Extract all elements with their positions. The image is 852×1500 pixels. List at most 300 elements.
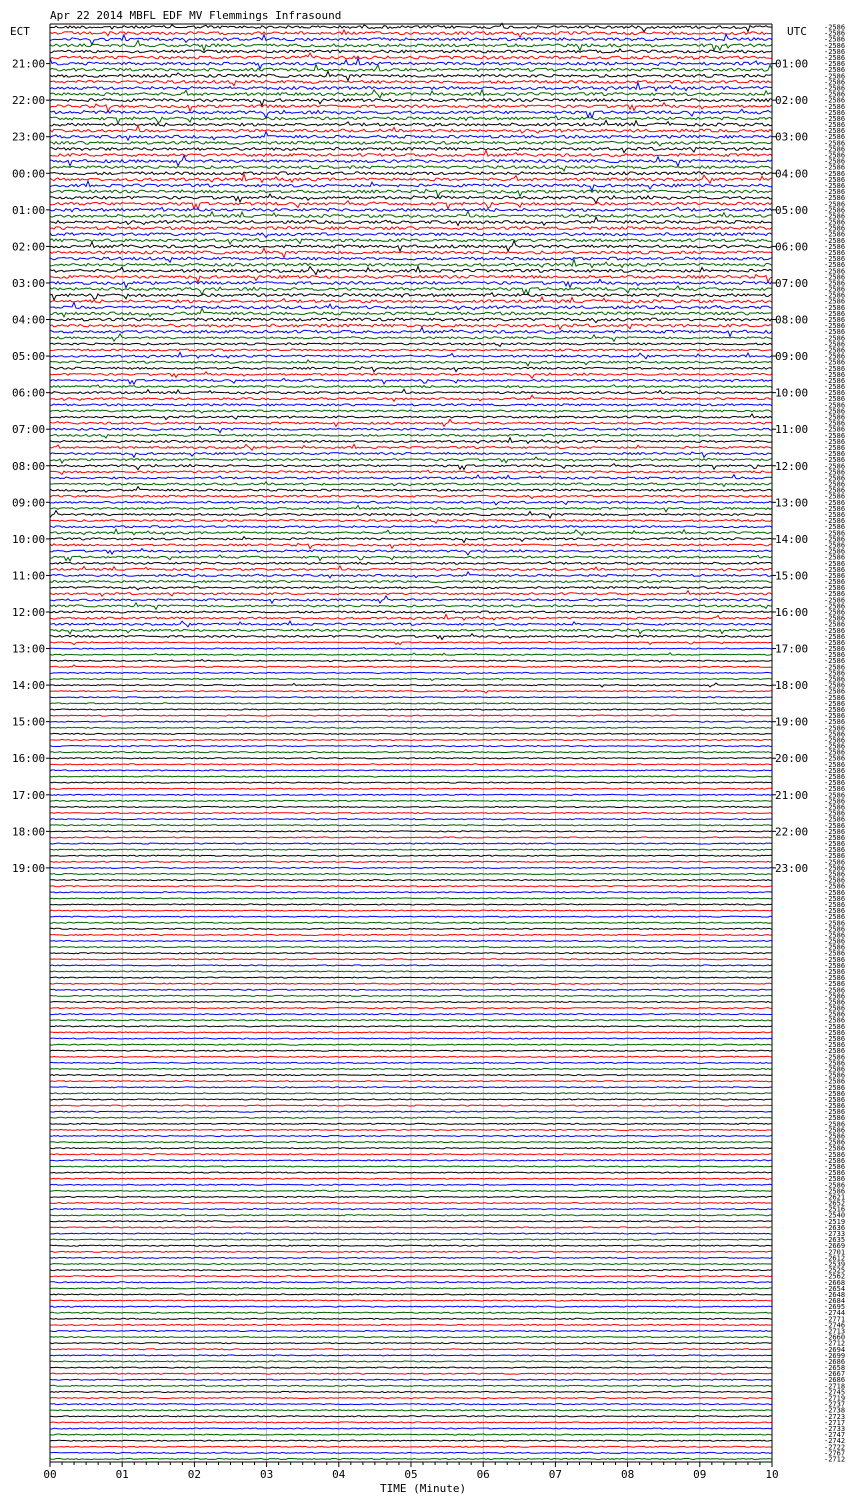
trace-value-label: -2742 xyxy=(824,1437,846,1446)
trace-value-label: -2586 xyxy=(824,748,846,757)
trace-value-label: -2586 xyxy=(824,364,846,373)
trace-line xyxy=(50,1160,772,1161)
trace-line xyxy=(50,1203,772,1204)
trace-line xyxy=(50,788,772,789)
chart-title: Apr 22 2014 MBFL EDF MV Flemmings Infrasound xyxy=(50,9,342,22)
trace-value-label: -2586 xyxy=(824,523,846,532)
trace-line xyxy=(50,837,772,838)
trace-value-label: -2586 xyxy=(824,236,846,245)
right-hour-label: 21:00 xyxy=(775,788,809,802)
trace-value-label: -2586 xyxy=(824,200,846,209)
trace-value-label: -2586 xyxy=(824,90,846,99)
right-hour-label: 19:00 xyxy=(775,715,809,729)
trace-value-label: -2586 xyxy=(824,127,846,136)
trace-line xyxy=(50,764,772,765)
trace-value-label: -2586 xyxy=(824,907,846,916)
right-hour-label: 13:00 xyxy=(775,496,809,510)
trace-value-label: -2586 xyxy=(824,492,846,501)
trace-value-label: -2586 xyxy=(824,1181,846,1190)
left-hour-label: 01:00 xyxy=(12,203,46,217)
left-hour-label: 10:00 xyxy=(12,532,46,546)
trace-line xyxy=(50,1263,772,1264)
left-hour-label: 15:00 xyxy=(12,715,46,729)
left-hour-label: 00:00 xyxy=(12,167,46,181)
trace-value-label: -2586 xyxy=(824,1059,846,1068)
trace-value-label: -2586 xyxy=(824,535,846,544)
left-hour-label: 23:00 xyxy=(12,130,46,144)
right-hour-label: 02:00 xyxy=(775,94,809,108)
trace-line xyxy=(50,849,772,850)
trace-value-label: -2586 xyxy=(824,638,846,647)
trace-value-label: -2586 xyxy=(824,846,846,855)
trace-value-label: -2586 xyxy=(824,584,846,593)
trace-line xyxy=(50,1367,772,1368)
trace-value-label: -2586 xyxy=(824,169,846,178)
trace-value-label: -2586 xyxy=(824,1035,846,1044)
trace-value-label: -2586 xyxy=(824,913,846,922)
trace-value-label: -2586 xyxy=(824,60,846,69)
trace-value-label: -2686 xyxy=(824,1357,846,1366)
trace-value-label: -2586 xyxy=(824,529,846,538)
trace-value-label: -2586 xyxy=(824,578,846,587)
trace-value-label: -2586 xyxy=(824,139,846,148)
trace-value-label: -2733 xyxy=(824,1230,846,1239)
trace-value-label: -2586 xyxy=(824,864,846,873)
trace-value-label: -2586 xyxy=(824,669,846,678)
trace-value-label: -2586 xyxy=(824,517,846,526)
trace-value-label: -2586 xyxy=(824,230,846,239)
trace-value-label: -2586 xyxy=(824,827,846,836)
trace-value-label: -2586 xyxy=(824,626,846,635)
trace-value-label: -2586 xyxy=(824,218,846,227)
trace-value-label: -2652 xyxy=(824,1199,846,1208)
trace-value-label: -2586 xyxy=(824,1138,846,1147)
trace-line xyxy=(50,806,772,807)
trace-value-label: -2586 xyxy=(824,632,846,641)
trace-value-label: -2586 xyxy=(824,1126,846,1135)
trace-line xyxy=(50,843,772,844)
left-hour-label: 08:00 xyxy=(12,459,46,473)
right-hour-label: 16:00 xyxy=(775,605,809,619)
trace-value-label: -2586 xyxy=(824,815,846,824)
trace-value-label: -2586 xyxy=(824,1053,846,1062)
trace-value-label: -2586 xyxy=(824,194,846,203)
trace-value-label: -2586 xyxy=(824,699,846,708)
trace-value-label: -2636 xyxy=(824,1223,846,1232)
trace-value-label: -2586 xyxy=(824,486,846,495)
trace-line xyxy=(50,983,772,984)
trace-value-label: -2586 xyxy=(824,681,846,690)
trace-value-label: -2586 xyxy=(824,1028,846,1037)
right-hour-label: 07:00 xyxy=(775,276,809,290)
trace-line xyxy=(50,1142,772,1143)
trace-value-label: -2586 xyxy=(824,248,846,257)
trace-value-label: -2586 xyxy=(824,66,846,75)
trace-value-label: -2586 xyxy=(824,760,846,769)
trace-value-label: -2586 xyxy=(824,114,846,123)
trace-line xyxy=(50,1032,772,1033)
trace-value-label: -2586 xyxy=(824,663,846,672)
trace-value-label: -2586 xyxy=(824,1095,846,1104)
trace-value-label: -2586 xyxy=(824,1010,846,1019)
trace-value-label: -2586 xyxy=(824,480,846,489)
trace-value-label: -2586 xyxy=(824,882,846,891)
trace-value-label: -2694 xyxy=(824,1345,846,1354)
trace-value-label: -2586 xyxy=(824,925,846,934)
trace-value-label: -2684 xyxy=(824,1297,846,1306)
right-hour-label: 10:00 xyxy=(775,386,809,400)
trace-value-label: -2586 xyxy=(824,553,846,562)
trace-value-label: -2586 xyxy=(824,705,846,714)
trace-value-label: -2586 xyxy=(824,303,846,312)
trace-value-label: -2669 xyxy=(824,1242,846,1251)
trace-line xyxy=(50,1068,772,1069)
trace-line xyxy=(50,1330,772,1331)
trace-value-label: -2744 xyxy=(824,1309,846,1318)
trace-value-label: -2733 xyxy=(824,1424,846,1433)
trace-value-label: -2586 xyxy=(824,352,846,361)
trace-value-label: -2586 xyxy=(824,145,846,154)
trace-value-label: -2586 xyxy=(824,1162,846,1171)
trace-line xyxy=(50,1056,772,1057)
trace-line xyxy=(50,1434,772,1435)
trace-line xyxy=(50,1148,772,1149)
left-hour-label: 19:00 xyxy=(12,861,46,875)
x-axis-ticks xyxy=(43,1462,778,1481)
trace-line xyxy=(50,1343,772,1344)
right-hour-label: 22:00 xyxy=(775,825,809,839)
trace-value-label: -2723 xyxy=(824,1412,846,1421)
trace-value-label: -2586 xyxy=(824,322,846,331)
trace-value-label: -2586 xyxy=(824,450,846,459)
trace-line xyxy=(50,971,772,972)
trace-value-label: -2586 xyxy=(824,992,846,1001)
trace-value-label: -2586 xyxy=(824,590,846,599)
trace-value-label: -2586 xyxy=(824,571,846,580)
left-hour-label: 11:00 xyxy=(12,569,46,583)
trace-value-label: -2586 xyxy=(824,1108,846,1117)
trace-value-label: -2586 xyxy=(824,937,846,946)
left-axis-label: ECT xyxy=(10,25,30,38)
trace-value-label: -2586 xyxy=(824,376,846,385)
x-tick-label: 01 xyxy=(115,1468,129,1481)
trace-line xyxy=(50,1001,772,1002)
trace-value-label: -2586 xyxy=(824,41,846,50)
trace-line xyxy=(50,800,772,801)
left-hour-label: 16:00 xyxy=(12,752,46,766)
trace-value-label: -2525 xyxy=(824,1266,846,1275)
trace-value-label: -2586 xyxy=(824,900,846,909)
trace-line xyxy=(50,910,772,911)
trace-value-label: -2586 xyxy=(824,852,846,861)
trace-value-label: -2586 xyxy=(824,785,846,794)
right-hour-label: 05:00 xyxy=(775,203,809,217)
trace-value-label: -2658 xyxy=(824,1364,846,1373)
right-hour-label: 06:00 xyxy=(775,240,809,254)
trace-value-label: -2586 xyxy=(824,267,846,276)
trace-value-label: -2586 xyxy=(824,72,846,81)
trace-line xyxy=(50,1062,772,1063)
x-tick-label: 02 xyxy=(187,1468,202,1481)
trace-value-label: -2746 xyxy=(824,1321,846,1330)
trace-value-label: -2586 xyxy=(824,967,846,976)
trace-value-label: -2586 xyxy=(824,261,846,270)
trace-value-label: -2767 xyxy=(824,1449,846,1458)
trace-value-label: -2586 xyxy=(824,596,846,605)
left-hour-label: 17:00 xyxy=(12,788,46,802)
trace-value-label: -2667 xyxy=(824,1370,846,1379)
right-hour-label: 15:00 xyxy=(775,569,809,583)
x-tick-label: 09 xyxy=(693,1468,707,1481)
x-tick-label: 05 xyxy=(404,1468,418,1481)
trace-value-label: -2586 xyxy=(824,346,846,355)
trace-value-labels xyxy=(824,24,845,1464)
right-hour-label: 08:00 xyxy=(775,313,809,327)
trace-value-label: -2713 xyxy=(824,1327,846,1336)
trace-value-label: -2586 xyxy=(824,541,846,550)
right-hour-label: 11:00 xyxy=(775,423,809,437)
trace-value-label: -2562 xyxy=(824,1272,846,1281)
trace-value-label: -2771 xyxy=(824,1315,846,1324)
trace-line xyxy=(50,709,772,710)
trace-value-label: -2586 xyxy=(824,803,846,812)
trace-value-label: -2586 xyxy=(824,858,846,867)
trace-line xyxy=(50,989,772,990)
trace-value-label: -2586 xyxy=(824,1114,846,1123)
trace-value-label: -2586 xyxy=(824,54,846,63)
trace-value-label: -2586 xyxy=(824,1156,846,1165)
right-hour-label: 03:00 xyxy=(775,130,809,144)
trace-line xyxy=(50,1209,772,1210)
trace-value-label: -2586 xyxy=(824,974,846,983)
x-tick-label: 06 xyxy=(476,1468,490,1481)
trace-value-label: -2586 xyxy=(824,35,846,44)
left-hour-label: 07:00 xyxy=(12,423,46,437)
trace-value-label: -2586 xyxy=(824,1004,846,1013)
trace-line xyxy=(50,1446,772,1447)
right-hour-label: 09:00 xyxy=(775,350,809,364)
trace-value-label: -2586 xyxy=(824,291,846,300)
x-tick-label: 00 xyxy=(43,1468,57,1481)
trace-line xyxy=(50,1129,772,1130)
trace-value-label: -2699 xyxy=(824,1351,846,1360)
trace-value-label: -2586 xyxy=(824,334,846,343)
trace-value-label: -2612 xyxy=(824,1254,846,1263)
trace-value-label: -2586 xyxy=(824,1041,846,1050)
trace-value-label: -2586 xyxy=(824,821,846,830)
trace-value-label: -2586 xyxy=(824,504,846,513)
trace-value-label: -2586 xyxy=(824,188,846,197)
trace-value-label: -2586 xyxy=(824,108,846,117)
trace-value-label: -2586 xyxy=(824,370,846,379)
trace-line xyxy=(50,1440,772,1441)
right-hour-label: 23:00 xyxy=(775,861,809,875)
left-hour-label: 09:00 xyxy=(12,496,46,510)
trace-value-label: -2586 xyxy=(824,870,846,879)
trace-value-label: -2586 xyxy=(824,809,846,818)
trace-value-label: -2586 xyxy=(824,565,846,574)
trace-value-label: -2668 xyxy=(824,1278,846,1287)
trace-value-label: -2516 xyxy=(824,1205,846,1214)
trace-value-label: -2586 xyxy=(824,273,846,282)
trace-value-label: -2586 xyxy=(824,608,846,617)
trace-value-label: -2586 xyxy=(824,163,846,172)
x-tick-label: 03 xyxy=(259,1468,274,1481)
trace-value-label: -2586 xyxy=(824,279,846,288)
trace-value-label: -2586 xyxy=(824,84,846,93)
trace-value-label: -2586 xyxy=(824,224,846,233)
left-hour-label: 14:00 xyxy=(12,679,46,693)
trace-value-label: -2648 xyxy=(824,1290,846,1299)
trace-value-label: -2586 xyxy=(824,1187,846,1196)
left-hour-label: 03:00 xyxy=(12,276,46,290)
x-tick-label: 10 xyxy=(765,1468,779,1481)
trace-value-label: -2586 xyxy=(824,78,846,87)
trace-value-label: -2586 xyxy=(824,919,846,928)
trace-value-label: -2586 xyxy=(824,462,846,471)
trace-value-label: -2586 xyxy=(824,389,846,398)
trace-value-label: -2586 xyxy=(824,29,846,38)
trace-value-label: -2586 xyxy=(824,1016,846,1025)
left-hour-label: 12:00 xyxy=(12,605,46,619)
trace-value-label: -2586 xyxy=(824,1120,846,1129)
x-tick-label: 07 xyxy=(548,1468,563,1481)
trace-line xyxy=(50,892,772,893)
trace-value-label: -2586 xyxy=(824,833,846,842)
trace-value-label: -2586 xyxy=(824,894,846,903)
trace-value-label: -2586 xyxy=(824,437,846,446)
trace-value-label: -2586 xyxy=(824,840,846,849)
trace-line xyxy=(50,1020,772,1021)
trace-value-label: -2586 xyxy=(824,133,846,142)
trace-line xyxy=(50,1410,772,1411)
trace-value-label: -2586 xyxy=(824,1150,846,1159)
trace-value-label: -2586 xyxy=(824,102,846,111)
trace-value-label: -2621 xyxy=(824,1193,846,1202)
trace-value-label: -2586 xyxy=(824,157,846,166)
trace-value-label: -2586 xyxy=(824,730,846,739)
right-hour-label: 14:00 xyxy=(775,532,809,546)
trace-value-label: -2586 xyxy=(824,511,846,520)
trace-value-label: -2586 xyxy=(824,559,846,568)
left-hour-label: 21:00 xyxy=(12,57,46,71)
trace-value-label: -2586 xyxy=(824,1102,846,1111)
trace-value-label: -2586 xyxy=(824,401,846,410)
trace-value-label: -2586 xyxy=(824,620,846,629)
trace-value-label: -2586 xyxy=(824,1077,846,1086)
trace-line xyxy=(50,880,772,881)
trace-value-label: -2660 xyxy=(824,1333,846,1342)
trace-value-label: -2586 xyxy=(824,949,846,958)
trace-value-label: -2586 xyxy=(824,998,846,1007)
trace-value-label: -2586 xyxy=(824,498,846,507)
x-axis-label: TIME (Minute) xyxy=(380,1482,467,1495)
trace-value-label: -2586 xyxy=(824,175,846,184)
trace-line xyxy=(50,1166,772,1167)
left-hour-label: 05:00 xyxy=(12,350,46,364)
trace-value-label: -2586 xyxy=(824,657,846,666)
trace-line xyxy=(50,1458,772,1459)
trace-value-label: -2586 xyxy=(824,1065,846,1074)
trace-line xyxy=(50,1355,772,1356)
trace-value-label: -2586 xyxy=(824,151,846,160)
trace-value-label: -2712 xyxy=(824,1455,846,1464)
left-hour-label: 02:00 xyxy=(12,240,46,254)
left-hour-label: 04:00 xyxy=(12,313,46,327)
right-hour-label: 04:00 xyxy=(775,167,809,181)
trace-value-label: -2586 xyxy=(824,285,846,294)
trace-value-label: -2586 xyxy=(824,1144,846,1153)
trace-value-label: -2586 xyxy=(824,614,846,623)
x-tick-label: 04 xyxy=(332,1468,346,1481)
trace-value-label: -2586 xyxy=(824,474,846,483)
trace-value-label: -2586 xyxy=(824,986,846,995)
trace-value-label: -2586 xyxy=(824,961,846,970)
trace-value-label: -2586 xyxy=(824,23,846,32)
right-hour-label: 12:00 xyxy=(775,459,809,473)
trace-line xyxy=(50,1233,772,1234)
trace-line xyxy=(50,947,772,948)
trace-value-label: -2586 xyxy=(824,456,846,465)
trace-value-label: -2586 xyxy=(824,419,846,428)
trace-value-label: -2586 xyxy=(824,980,846,989)
trace-value-label: -2738 xyxy=(824,1406,846,1415)
trace-value-label: -2586 xyxy=(824,712,846,721)
right-hour-label: 18:00 xyxy=(775,679,809,693)
trace-value-label: -2586 xyxy=(824,468,846,477)
trace-value-label: -2586 xyxy=(824,383,846,392)
trace-line xyxy=(50,1050,772,1051)
trace-value-label: -2586 xyxy=(824,297,846,306)
trace-value-label: -2722 xyxy=(824,1443,846,1452)
trace-value-label: -2586 xyxy=(824,773,846,782)
trace-value-label: -2586 xyxy=(824,316,846,325)
trace-value-label: -2586 xyxy=(824,212,846,221)
trace-value-label: -2539 xyxy=(824,1260,846,1269)
trace-value-label: -2586 xyxy=(824,328,846,337)
right-axis-label: UTC xyxy=(787,25,807,38)
trace-value-label: -2586 xyxy=(824,742,846,751)
trace-value-label: -2635 xyxy=(824,1236,846,1245)
trace-value-label: -2586 xyxy=(824,547,846,556)
trace-value-label: -2586 xyxy=(824,1089,846,1098)
trace-value-label: -2586 xyxy=(824,888,846,897)
trace-value-label: -2586 xyxy=(824,407,846,416)
trace-value-label: -2586 xyxy=(824,358,846,367)
trace-line xyxy=(50,1391,772,1392)
trace-value-label: -2695 xyxy=(824,1303,846,1312)
left-hour-label: 18:00 xyxy=(12,825,46,839)
trace-value-label: -2586 xyxy=(824,645,846,654)
trace-value-label: -2586 xyxy=(824,309,846,318)
trace-value-label: -2586 xyxy=(824,255,846,264)
trace-value-label: -2686 xyxy=(824,1376,846,1385)
trace-value-label: -2586 xyxy=(824,1175,846,1184)
trace-value-label: -2586 xyxy=(824,1047,846,1056)
trace-value-label: -2586 xyxy=(824,121,846,130)
trace-value-label: -2586 xyxy=(824,181,846,190)
trace-value-label: -2519 xyxy=(824,1217,846,1226)
trace-value-label: -2586 xyxy=(824,206,846,215)
trace-value-label: -2586 xyxy=(824,754,846,763)
trace-value-label: -2586 xyxy=(824,602,846,611)
trace-value-label: -2586 xyxy=(824,766,846,775)
x-tick-label: 08 xyxy=(620,1468,635,1481)
trace-value-label: -2586 xyxy=(824,693,846,702)
trace-value-label: -2586 xyxy=(824,736,846,745)
trace-value-label: -2586 xyxy=(824,779,846,788)
trace-value-label: -2747 xyxy=(824,1431,846,1440)
